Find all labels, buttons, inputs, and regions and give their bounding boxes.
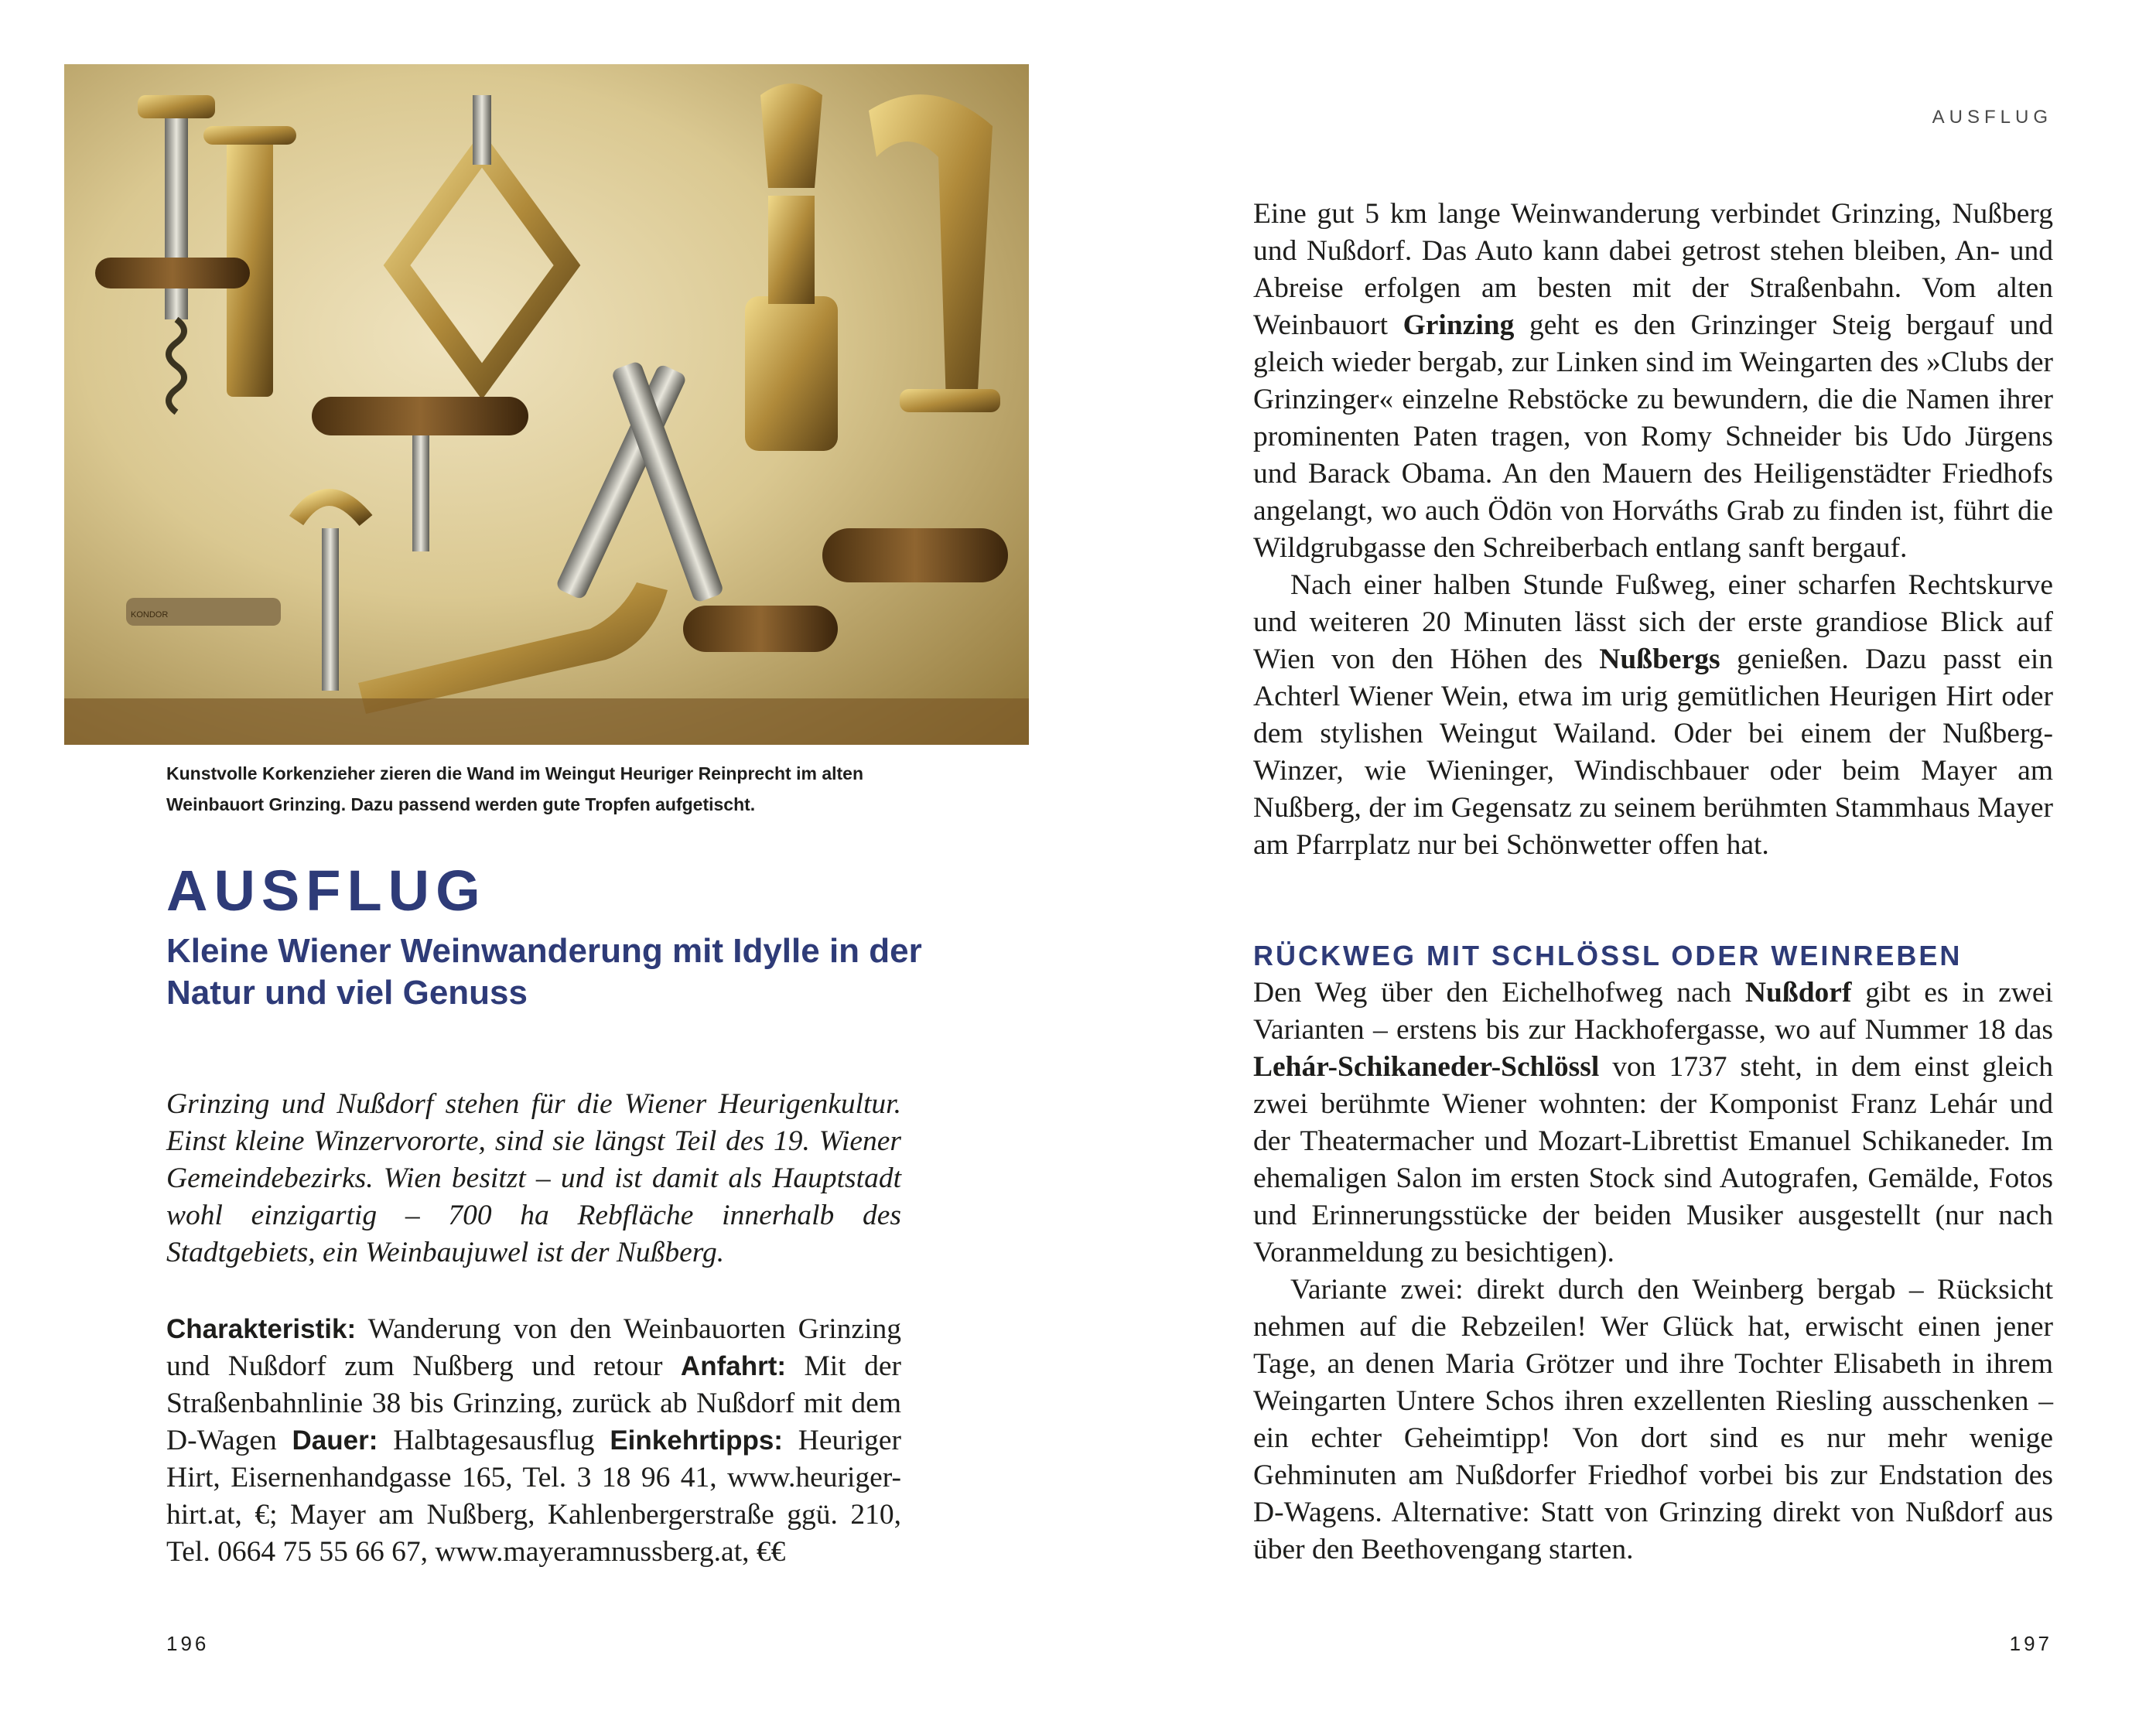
fact-label-charakteristik: Charakteristik:: [166, 1314, 357, 1344]
corkscrew-shape: [683, 528, 1008, 652]
corkscrew-shape: [397, 95, 567, 381]
fact-text-charakteristik: Wanderung von den Weinbauorten Grinzing und Nußdorf zum Nußberg und retour: [166, 1313, 901, 1382]
photo-engraving-text: KONDOR: [131, 610, 169, 620]
corkscrew-shape: [869, 94, 1000, 412]
paragraph-1-text-a: Eine gut 5 km lange Weinwanderung verbindet Grinzing, Nußberg und Nußdorf. Das Auto kann dabei getrost stehen bleiben, An- und Abreise erfolgen am besten mit der Straßenbahn. Vom alten Weinbauort: [1253, 198, 2053, 341]
corkscrew-shape: [745, 84, 838, 451]
intro-paragraph: Grinzing und Nußdorf stehen für die Wiener Heurigenkultur. Einst kleine Winzervororte, sind sie längst Teil des 19. Wiener Gemeindebezirks. Wien besitzt – und ist damit als Hauptstadt wohl einzigartig – 700 ha Rebfläche innerhalb des Stadtgebiets, ein Weinbaujuwel ist der Nußberg.: [166, 1088, 901, 1268]
photo-caption: Kunstvolle Korkenzieher zieren die Wand im Weingut Heuriger Reinprecht im alten Weinbauort Grinzing. Dazu passend werden gute Tropfen aufgetischt.: [166, 763, 863, 814]
highlight-nussbergs: Nußbergs: [1599, 643, 1720, 675]
corkscrew-shape: [555, 360, 724, 603]
paragraph-4: Variante zwei: direkt durch den Weinberg bergab – Rücksicht nehmen auf die Rebzeilen! Wer Glück hat, erwischt einen jener Tage, an denen Maria Grötzer und ihre Tochter Elisabeth in ihrem Weingarten Untere Schos ihren exzellenten Riesling ausschenken – ein echter Geheimtipp! Von dort sind es nur mehr wenige Gehminuten am Nußdorfer Friedhof vorbei bis zur Endstation des D-Wagens. Alternative: Statt von Grinzing direkt von Nußdorf aus über den Beethovengang starten.: [1253, 1274, 2053, 1565]
fact-label-einkehrtipps: Einkehrtipps:: [610, 1425, 783, 1456]
section-heading: RÜCKWEG MIT SCHLÖSSL ODER WEINREBEN: [1253, 940, 1963, 971]
highlight-schloessl: Lehár-Schikaneder-Schlössl: [1253, 1051, 1600, 1083]
corkscrew-shape: [296, 497, 366, 691]
highlight-grinzing: Grinzing: [1403, 309, 1515, 341]
corkscrew-shape: [95, 258, 250, 288]
page-title: AUSFLUG: [166, 858, 487, 923]
fact-text-einkehrtipps: Heuriger Hirt, Eisernenhandgasse 165, Tel. 3 18 96 41, www.heuriger-hirt.at, €; Mayer am Nußberg, Kahlenbergerstraße ggü. 210, Tel. 0664 75 55 66 67, www.mayeramnussberg.at, €€: [166, 1425, 901, 1568]
paragraph-3-text-c: gibt es in zwei Varianten – erstens bis zur Hackhofergasse, wo auf Nummer 18 das: [1253, 977, 2053, 1046]
corkscrew-shape: [358, 582, 668, 714]
paragraph-3: [1253, 975, 2053, 1272]
page-number-left: 196: [166, 1632, 210, 1655]
corkscrew-photo: [64, 64, 1029, 745]
facts-box: [166, 1311, 901, 1571]
paragraph-1: [1253, 196, 2053, 567]
corkscrew-shape: [312, 397, 528, 551]
fact-text-dauer: Halbtagesausflug: [378, 1425, 610, 1456]
page-number-right: 197: [2009, 1632, 2052, 1655]
fact-label-anfahrt: Anfahrt:: [680, 1351, 787, 1381]
running-head: AUSFLUG: [1932, 107, 2052, 128]
corkscrew-shape: [138, 95, 215, 412]
paragraph-1-text-c: geht es den Grinzinger Steig bergauf und gleich wieder bergab, zur Linken sind im Weingarten des »Clubs der Grinzinger« einzelne Rebstöcke zu bewundern, die die Namen ihrer prominenten Paten tragen, von Romy Schneider bis Udo Jürgens und Barack Obama. An den Mauern des Heiligenstädter Friedhofs angelangt, wo auch Ödön von Horváths Grab zu finden ist, führt die Wildgrubgasse den Schreiberbach entlang sanft bergauf.: [1253, 309, 2053, 564]
corkscrew-illustration: [64, 64, 1029, 745]
paragraph-3-text-e: von 1737 steht, in dem einst gleich zwei berühmte Wiener wohnten: der Komponist Franz Lehár und der Theatermacher und Mozart-Librettist Emanuel Schikaneder. Im ehemaligen Salon im ersten Stock sind Autografen, Gemälde, Fotos und Erinnerungsstücke der beiden Musiker ausgestellt (nur nach Voranmeldung zu besichtigen).: [1253, 1051, 2053, 1268]
paragraph-2-text-c: genießen. Dazu passt ein Achterl Wiener Wein, etwa im urig gemütlichen Heurigen Hirt oder dem stylishen Weingut Wailand. Oder bei einem der Nußberg-Winzer, wie Wieninger, Windischbauer oder beim Mayer am Nußberg, der im Gegensatz zu seinem berühmten Stammhaus Mayer am Pfarrplatz nur bei Schönwetter offen hat.: [1253, 643, 2053, 861]
fact-text-anfahrt: Mit der Straßenbahnlinie 38 bis Grinzing, zurück ab Nußdorf mit dem D-Wagen: [166, 1350, 901, 1456]
highlight-nussdorf: Nußdorf: [1744, 977, 1852, 1009]
body-text-top: [1253, 196, 2053, 864]
right-page: [1078, 0, 2156, 1717]
page-subtitle: Kleine Wiener Weinwanderung mit Idylle in der Natur und viel Genuss: [166, 932, 922, 1012]
paragraph-3-text-a: Den Weg über den Eichelhofweg nach: [1253, 977, 1745, 1009]
paragraph-2: [1253, 567, 2053, 864]
paragraph-2-text-a: Nach einer halben Stunde Fußweg, einer scharfen Rechtskurve und weiteren 20 Minuten lässt sich der erste grandiose Blick auf Wien von den Höhen des: [1253, 569, 2053, 675]
body-text-bottom: [1253, 975, 2053, 1569]
fact-label-dauer: Dauer:: [292, 1425, 378, 1456]
